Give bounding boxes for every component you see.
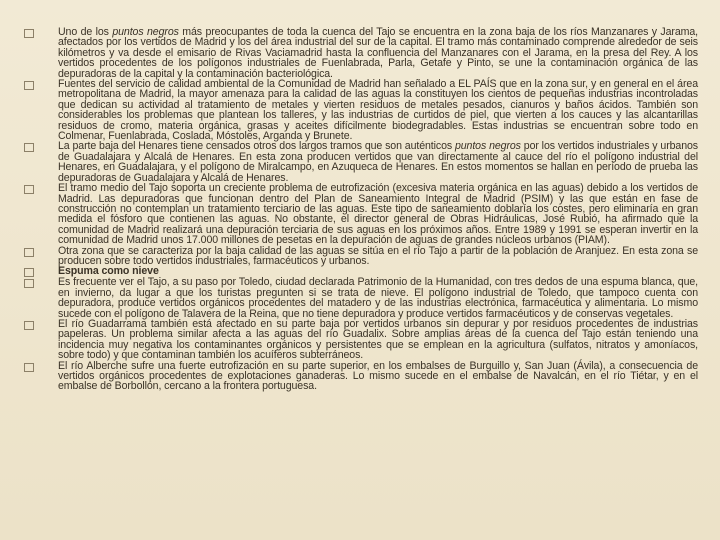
bullet-text: [58, 27, 698, 79]
text-run: Uno de los: [58, 26, 113, 38]
square-bullet-icon: [24, 143, 34, 152]
text-run: Fuentes del servicio de calidad ambiental de la Comunidad de Madrid han señalado a EL PAÍS que en la zona sur, y en general en el área metropolitana de Madrid, la mayor amenaza para la calidad de las aguas la constituyen los cientos de pequeñas industrias incontroladas que dedican su actividad al tratamiento de metales y vierten residuos de metales pesados, cianuros y baños ácidos. También son considerables los problemas que plantean los talleres, y las industrias de curtidos de piel, que vierten a los cauces y las alcantarillas residuos de cromo, materia orgánica, grasas y aceites difícilmente biodegradables. Estas industrias se encuentran sobre todo en Colmenar, Fuenlabrada, Coslada, Móstoles, Arganda y Brunete.: [58, 78, 698, 143]
bullet-text: [58, 266, 698, 276]
text-run: Espuma como nieve: [58, 265, 159, 278]
bullet-item: [24, 246, 720, 267]
text-run: puntos negros: [454, 140, 521, 153]
bullet-text: [58, 361, 698, 392]
bullet-text: [58, 141, 698, 183]
text-run: más preocupantes de toda la cuenca del Tajo se encuentra en la zona baja de los ríos Manzanares y Jarama, afectados por los vertidos de Madrid y los del área industrial del sur de la capital. El tramo más contaminado comprende alrededor de seis kilómetros y va desde el emisario de Rivas Vaciamadrid hasta la confluencia del Manzanares con el Jarama, en la presa del Rey. A los vertidos procedentes de los polígonos industriales de Fuenlabrada, Parla, Getafe y Pinto, se une la contaminación orgánica de las depuradoras de la capital y la contaminación bacteriológica.: [58, 26, 698, 80]
text-run: por los vertidos industriales y urbanos de Guadalajara y Alcalá de Henares. En esta zona producen vertidos que van directamente al cauce del río el polígono industrial del Henares, en Guadalajara, y el polígono de Miralcampo, en Azuqueca de Henares. En estos momentos se hallan en período de prueba las depuradoras de Guadalajara y Alcalá de Henares.: [58, 140, 698, 184]
bullet-item: [24, 319, 720, 361]
bullet-item: [24, 277, 720, 319]
square-bullet-icon: [24, 29, 34, 38]
text-run: El río Guadarrama también está afectado en su parte baja por vertidos urbanos sin depurar y por residuos procedentes de industrias papeleras. Un problema similar afecta a las aguas del río Guadalix. Sobre amplias áreas de la cuenca del Tajo están teniendo una incidencia muy negativa los contaminantes orgánicos y persistentes que se emplean en la agricultura (sulfatos, nitratos y amoníacos, sobre todo) y que contaminan también los acuíferos subterráneos.: [58, 317, 698, 362]
text-run: La parte baja del Henares tiene censados otros dos largos tramos que son auténticos: [58, 140, 455, 153]
square-bullet-icon: [24, 268, 34, 277]
bullet-text: [58, 319, 698, 361]
square-bullet-icon: [24, 279, 34, 288]
square-bullet-icon: [24, 321, 34, 330]
bullet-item: [24, 183, 720, 245]
bullet-item: [24, 141, 720, 183]
bullet-text: [58, 79, 698, 141]
bullet-text: [58, 246, 698, 267]
bullet-item: [24, 361, 720, 392]
bullet-text: [58, 277, 698, 319]
bullet-item: [24, 27, 720, 79]
bullet-text: [58, 183, 698, 245]
text-run: Otra zona que se caracteriza por la baja calidad de las aguas se sitúa en el río Tajo a partir de la población de Aranjuez. En esta zona se producen sobre todo vertidos industriales, farmacéuticos y urbanos.: [58, 244, 698, 267]
text-run: El río Alberche sufre una fuerte eutrofización en su parte superior, en los embalses de Burguillo y, San Juan (Ávila), a consecuencia de vertidos orgánicos procedentes de explotaciones ganaderas. Lo mismo sucede en el embalse de Navalcán, en el río Tiétar, y en el embalse de Borbollón, cercano a la frontera portuguesa.: [58, 359, 698, 393]
square-bullet-icon: [24, 363, 34, 372]
square-bullet-icon: [24, 248, 34, 257]
text-run: Es frecuente ver el Tajo, a su paso por Toledo, ciudad declarada Patrimonio de la Humanidad, con tres dedos de una espuma blanca, que, en invierno, da lugar a que los turistas pregunten si se trata de nieve. El polígono industrial de Toledo, que tampoco cuenta con depuradora, produce vertidos orgánicos procedentes del matadero y de las industrias electrónica, farmacéutica y alimentaria. Lo mismo sucede con el polígono de Talavera de la Reina, que no tiene depuradora y produce vertidos farmacéuticos y de conservas vegetales.: [58, 276, 698, 320]
bullet-item: [24, 79, 720, 141]
bullet-list: [24, 27, 720, 392]
text-run: El tramo medio del Tajo soporta un creciente problema de eutrofización (excesiva materia orgánica en las aguas) debido a los vertidos de Madrid. Las depuradoras que funcionan dentro del Plan de Saneamiento Integral de Madrid (PSIM) y las que están en fase de construcción no contemplan un tratamiento terciario de las aguas. Este tipo de saneamiento doblaría los costes, pero eliminaría en gran medida el fósforo que contienen las aguas. No obstante, el director general de Obras Hidráulicas, José Rubió, ha afirmado que la comunidad de Madrid realizará una depuración terciaria de sus aguas en los próximos años. Entre 1989 y 1991 se esperan invertir en la comunidad de Madrid unos 17.000 millones de pesetas en la depuración de aguas de grandes núcleos urbanos (PIAM).: [58, 182, 698, 247]
text-run: puntos negros: [112, 26, 179, 38]
square-bullet-icon: [24, 185, 34, 194]
square-bullet-icon: [24, 81, 34, 90]
